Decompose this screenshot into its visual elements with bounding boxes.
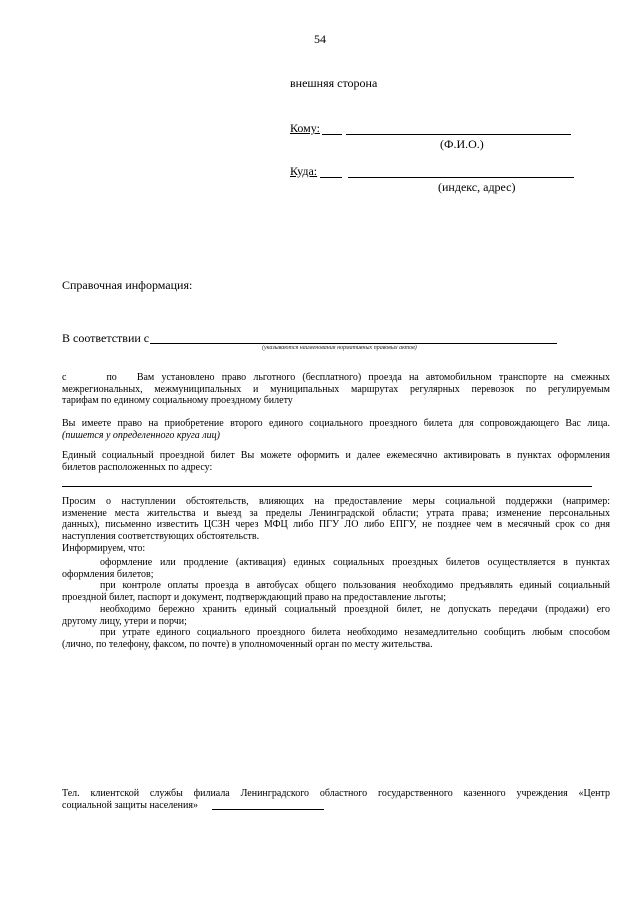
paragraph-notify-line2: изменение места жительства и выезд за пределы Ленинградской области; утрата права; изменение персональных (62, 507, 610, 519)
paragraph-notify-line1: Просим о наступлении обстоятельств, влияющих на предоставление меры социальной поддержки (например: (62, 496, 610, 507)
paragraph-rights-line1 (62, 372, 610, 384)
page-number: 54 (314, 32, 326, 46)
footer-line2: социальной защиты населения» (62, 799, 198, 811)
to-label-underline (322, 134, 342, 135)
where-field-line (348, 177, 574, 178)
according-label: В соответствии с (62, 331, 150, 345)
info-item-1-line1: оформление или продление (активация) единых социальных проездных билетов осуществляется в пунктах (100, 557, 610, 568)
paragraph-issue-points-line1: Единый социальный проездной билет Вы можете оформить и далее ежемесячно активировать в пунктах оформления (62, 450, 610, 461)
according-caption: (указываются наименования нормативных правовых актов) (262, 345, 417, 351)
paragraph-issue-points-line2: билетов расположенных по адресу: (62, 461, 213, 473)
paragraph-rights (62, 372, 610, 407)
paragraph-rights-line3: тарифам по единому социальному проездному билету (62, 395, 293, 407)
address-field-line (62, 486, 592, 487)
info-item-3-line1: необходимо бережно хранить единый социальный проездной билет, не допускать передачи (продажи) его (100, 603, 610, 615)
footer-phone (62, 788, 610, 811)
info-item-2-line1: при контроле оплаты проезда в автобусах общего пользования необходимо предъявлять единый социальный (100, 580, 610, 592)
info-item-4-line2: (лично, по телефону, факсом, по почте) в уполномоченный орган по месту жительства. (62, 638, 433, 650)
to-caption: (Ф.И.О.) (440, 137, 484, 151)
paragraph-notify (62, 496, 610, 555)
info-item-4-line1: при утрате единого социального проездного билета необходимо незамедлительно сообщить любым способом (100, 627, 610, 639)
to-field-line (346, 134, 571, 135)
rights-text: Вам установлено право льготного (бесплатного) проезда на автомобильном транспорте на смежных (136, 372, 610, 383)
info-item-3-line2: другому лицу, утери и порчи; (62, 615, 187, 627)
where-caption: (индекс, адрес) (438, 180, 516, 194)
inform-label: Информируем, что: (62, 542, 146, 554)
according-field-line (150, 343, 557, 344)
date-to-label: по (106, 372, 117, 383)
side-label: внешняя сторона (290, 76, 378, 90)
date-from-label: с (62, 372, 67, 383)
paragraph-notify-line4: наступления соответствующих обстоятельств. (62, 531, 260, 543)
where-label: Куда: (290, 164, 318, 178)
info-item-1-line2: оформления билетов; (62, 568, 154, 580)
paragraph-second-ticket-note: (пишется у определенного круга лиц) (62, 429, 220, 441)
where-label-underline (320, 177, 342, 178)
paragraph-notify-line3: данных), письменно известить ЦСЗН через МФЦ либо ПГУ ЛО либо ЕПГУ, не позднее чем в месячный срок со дня (62, 519, 610, 531)
paragraph-second-ticket (62, 418, 610, 441)
footer-line1: Тел. клиентской службы филиала Ленинградского областного государственного казенного учреждения «Центр (62, 788, 610, 799)
info-list (62, 557, 610, 651)
info-item-2-line2: проездной билет, паспорт и документ, подтверждающий право на предоставление льготы; (62, 592, 446, 604)
paragraph-second-ticket-line1: Вы имеете право на приобретение второго единого социального проездного билета для сопровождающего Вас лица. (62, 418, 610, 429)
phone-field-line (212, 809, 324, 810)
paragraph-rights-line2: межрегиональных, межмуниципальных и муниципальных маршрутах регулярных перевозок по регулируемым (62, 383, 610, 395)
section-heading: Справочная информация: (62, 278, 193, 292)
to-label: Кому: (290, 121, 320, 135)
paragraph-issue-points (62, 450, 610, 473)
